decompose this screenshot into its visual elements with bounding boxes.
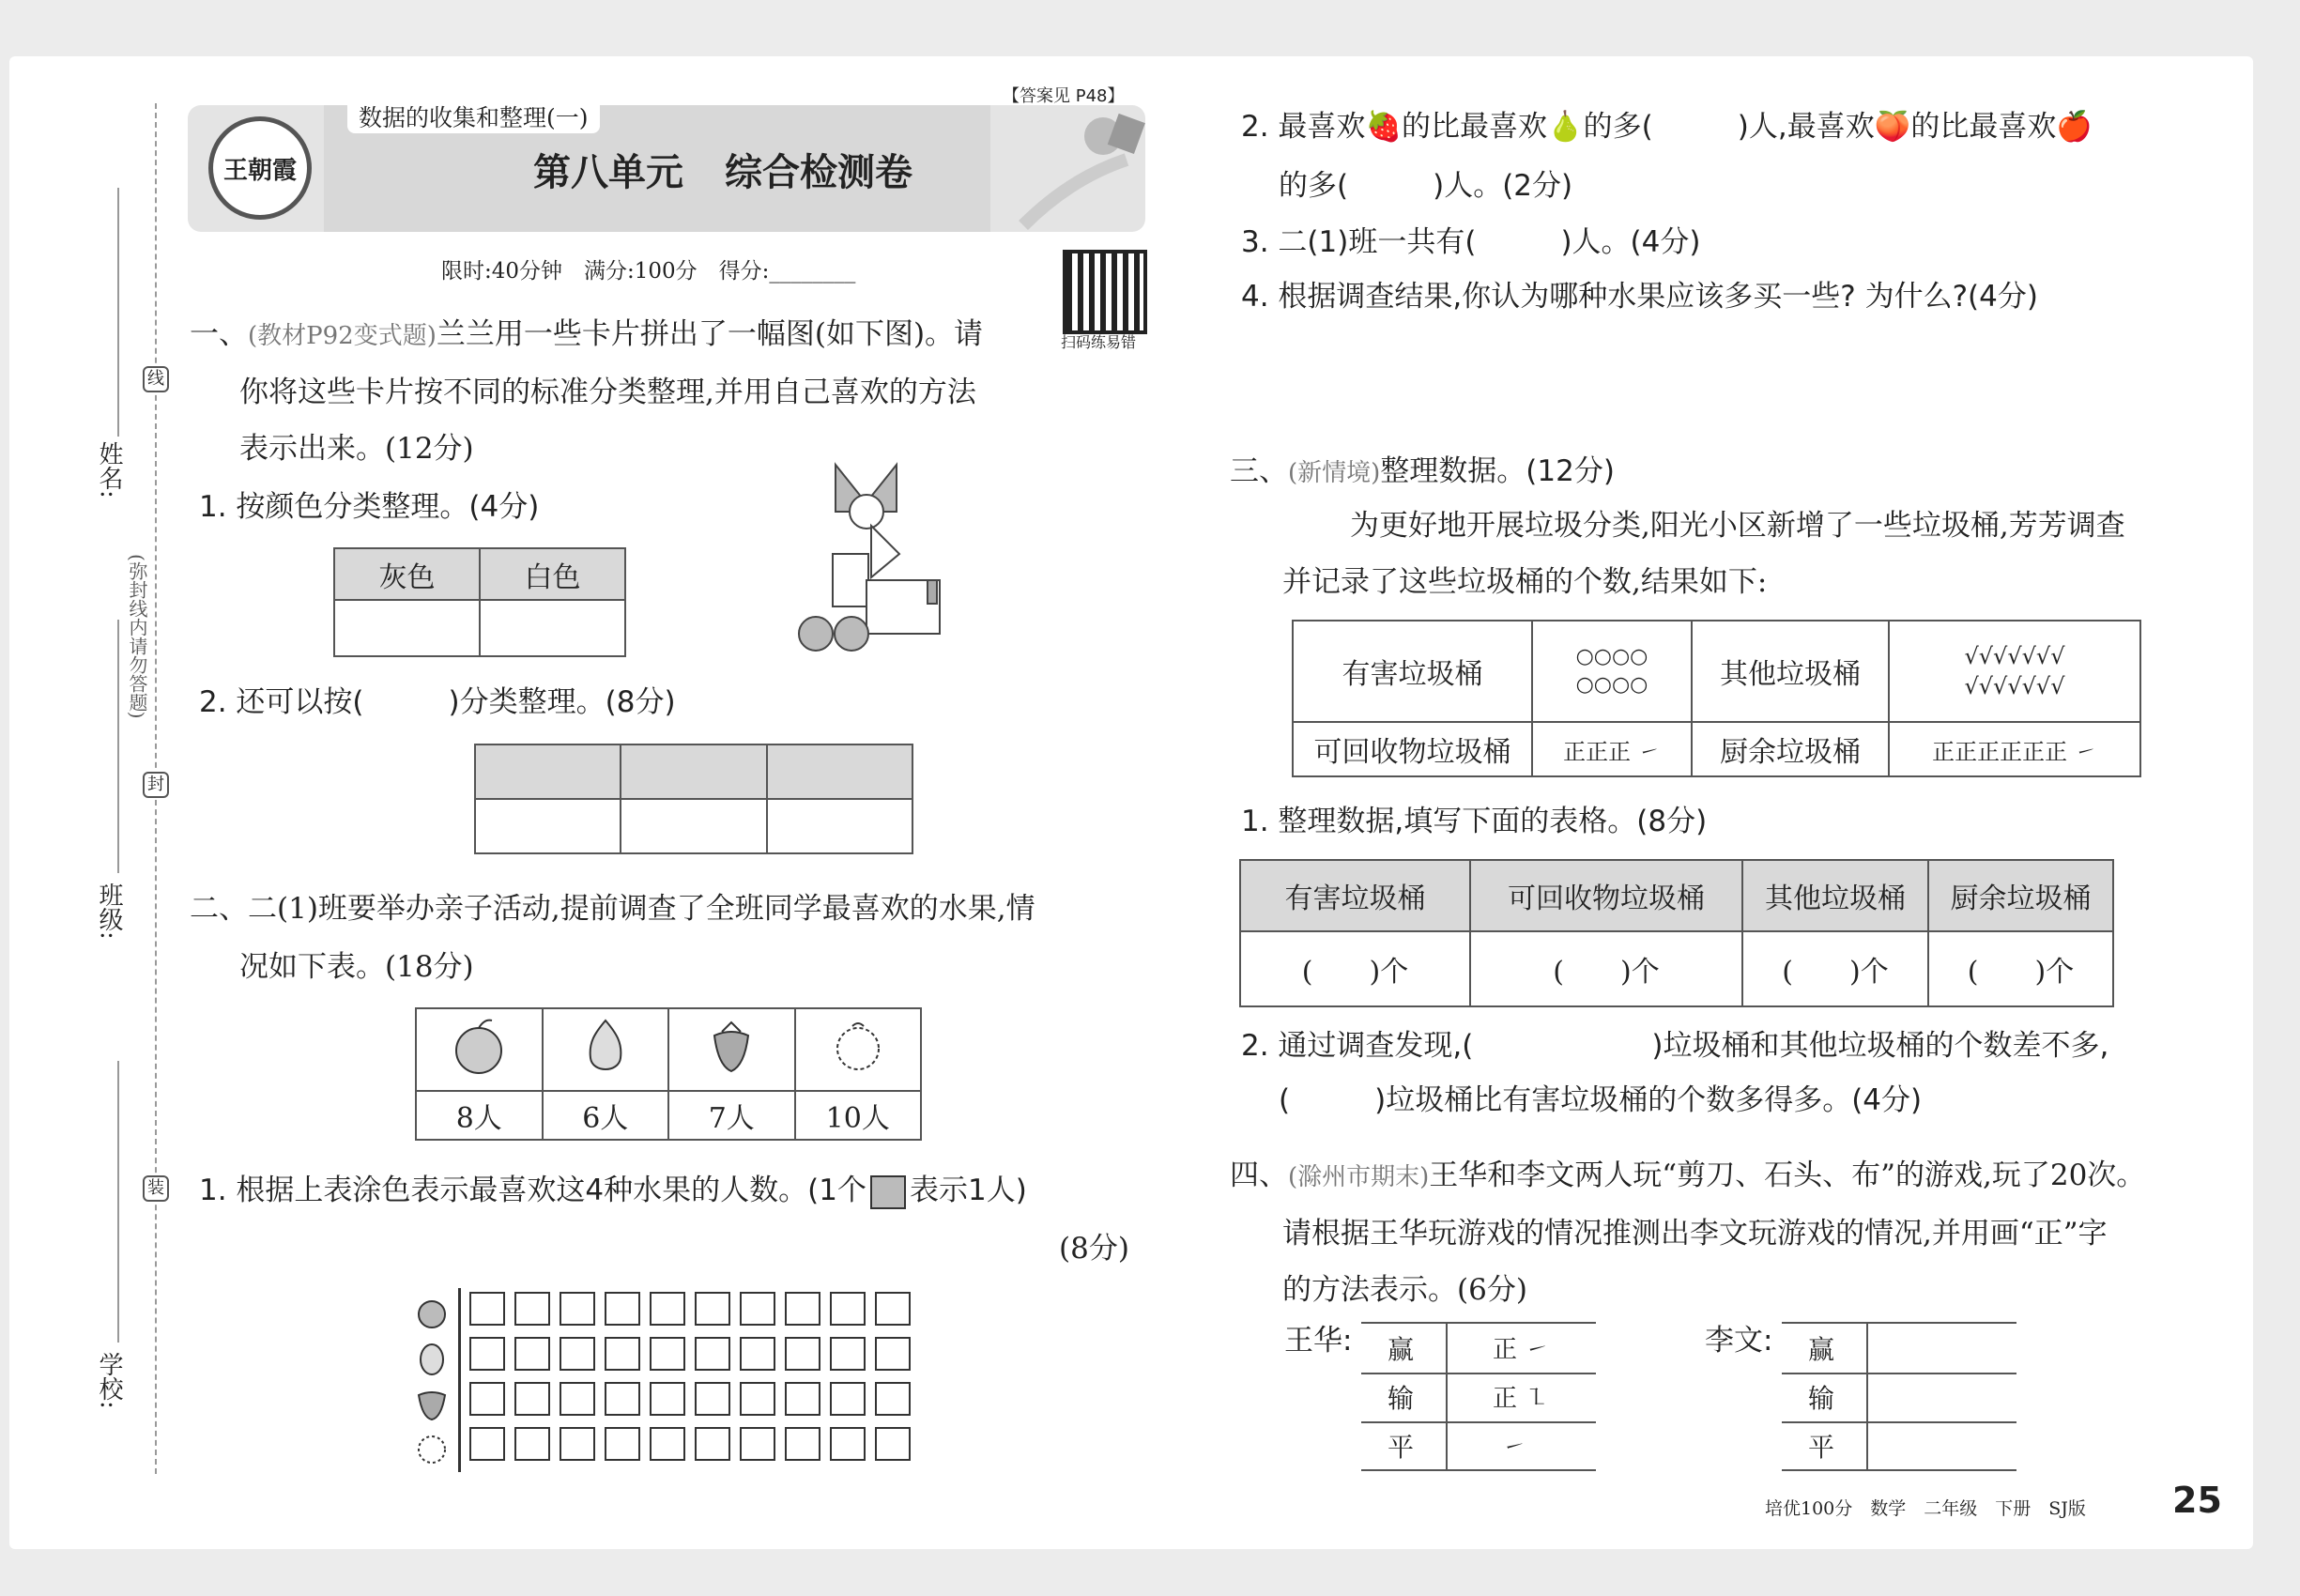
- q2-s2-d: )人,最喜欢: [1737, 110, 1875, 144]
- grid-cell[interactable]: [875, 1382, 911, 1416]
- li-tally-draw[interactable]: [1868, 1423, 2015, 1468]
- q2-line2: 况如下表。(18分): [239, 950, 474, 984]
- q1-s2-b: )分类整理。(8分): [448, 685, 676, 719]
- q3-title: [1230, 453, 1615, 492]
- grid-cell[interactable]: [514, 1337, 550, 1371]
- q4-line1: [1230, 1157, 2145, 1196]
- grid-cell[interactable]: [605, 1337, 640, 1371]
- survey-hazard-marks-2: ○○○○: [1575, 673, 1648, 697]
- grid-cell[interactable]: [469, 1382, 505, 1416]
- peach-icon: [795, 1008, 922, 1091]
- answer-cell-recycle[interactable]: ( )个: [1470, 931, 1742, 1006]
- strawberry-icon: 🍓: [1365, 110, 1403, 144]
- title-main: 综合检测卷: [725, 151, 912, 194]
- grid-cell[interactable]: [875, 1337, 911, 1371]
- q2-s1-b: 表示1人): [909, 1174, 1027, 1207]
- survey-kitchen-marks: 正正正正正正 ㇀: [1889, 722, 2140, 776]
- grid-axis: [458, 1288, 461, 1472]
- title-unit: 第八单元: [533, 151, 683, 194]
- li-row-draw: 平: [1808, 1432, 1835, 1463]
- survey-other-label: 其他垃圾桶: [1692, 621, 1889, 722]
- grid-cell[interactable]: [875, 1427, 911, 1461]
- li-row-lose: 输: [1808, 1383, 1835, 1414]
- count-apple: 8人: [416, 1091, 543, 1140]
- q3-line1: 为更好地开展垃圾分类,阳光小区新增了一些垃圾桶,芳芳调查: [1350, 509, 2125, 543]
- grid-row-apple: [469, 1292, 920, 1326]
- school-label: 学校:: [95, 1352, 123, 1409]
- q1-s2: [199, 683, 676, 721]
- li-table: [1782, 1322, 2016, 1463]
- q3-s2-a: 2. 通过调查发现,(: [1241, 1029, 1474, 1063]
- grid-cell[interactable]: [560, 1382, 595, 1416]
- answer-cell-other[interactable]: ( )个: [1742, 931, 1928, 1006]
- pear-icon: 🍐: [1547, 110, 1584, 144]
- wang-rule: [1361, 1373, 1596, 1374]
- wang-row-lose: 输: [1388, 1383, 1415, 1414]
- survey-hazard-marks-1: ○○○○: [1575, 645, 1648, 668]
- answer-header-other: 其他垃圾桶: [1742, 860, 1928, 931]
- qr-code[interactable]: [1066, 253, 1143, 330]
- grid-cell[interactable]: [560, 1427, 595, 1461]
- line-tag: 线: [143, 366, 169, 392]
- survey-recycle-label: 可回收物垃圾桶: [1293, 722, 1532, 776]
- q1-text1: 兰兰用一些卡片拼出了一幅图(如下图)。请: [436, 317, 984, 351]
- q2-s2-line2: [1279, 167, 1572, 205]
- mascot-illustration: [1014, 103, 1145, 230]
- q2-s1-a: 1. 根据上表涂色表示最喜欢这4种水果的人数。(1个: [199, 1174, 866, 1207]
- grid-row-pear: [469, 1337, 920, 1371]
- q1-s2-a: 2. 还可以按(: [199, 685, 364, 719]
- grid-cell[interactable]: [830, 1292, 866, 1326]
- grid-cell[interactable]: [605, 1382, 640, 1416]
- grid-cell[interactable]: [830, 1427, 866, 1461]
- q3-s1: 1. 整理数据,填写下面的表格。(8分): [1241, 805, 1708, 838]
- name-blank: [117, 188, 119, 437]
- q2-s2-a: 2. 最喜欢: [1241, 110, 1366, 144]
- q2-s1-score: (8分): [1059, 1232, 1129, 1266]
- grid-cell[interactable]: [514, 1382, 550, 1416]
- grid-cell[interactable]: [695, 1337, 730, 1371]
- q1-line3: 表示出来。(12分): [239, 432, 474, 466]
- q1-prefix: 一、: [190, 317, 248, 351]
- name-label: 姓名:: [95, 441, 123, 499]
- grid-cell[interactable]: [695, 1427, 730, 1461]
- q2-line1: [190, 890, 1035, 928]
- grid-cell[interactable]: [560, 1292, 595, 1326]
- apple-icon: 🍎: [2056, 110, 2093, 144]
- q1-line1: [190, 315, 983, 355]
- grid-cell[interactable]: [650, 1337, 685, 1371]
- survey-hazard-label: 有害垃圾桶: [1293, 621, 1532, 722]
- color-header-gray: 灰色: [334, 548, 480, 600]
- grid-cell[interactable]: [740, 1382, 775, 1416]
- legend-square: [870, 1175, 906, 1209]
- q2-s2-c: 的多(: [1583, 110, 1653, 144]
- custom-cell[interactable]: [475, 799, 621, 853]
- survey-other-marks-1: √√√√√√√: [1964, 643, 2065, 669]
- q4-tag: (滁州市期末): [1288, 1163, 1430, 1191]
- color-header-white: 白色: [480, 548, 625, 600]
- survey-recycle-marks: 正正正 ㇀: [1532, 722, 1692, 776]
- grid-strawberry-icon: [413, 1384, 451, 1425]
- grid-cell[interactable]: [514, 1427, 550, 1461]
- answer-table: [1239, 859, 2114, 1007]
- grid-cell[interactable]: [469, 1337, 505, 1371]
- answer-cell-kitchen[interactable]: ( )个: [1928, 931, 2113, 1006]
- grid-apple-icon: [413, 1294, 451, 1335]
- school-blank: [117, 1061, 119, 1343]
- grid-cell[interactable]: [560, 1337, 595, 1371]
- grid-cell[interactable]: [785, 1337, 820, 1371]
- color-cell-gray[interactable]: [334, 600, 480, 656]
- grid-cell[interactable]: [785, 1382, 820, 1416]
- q3-s2-c: (: [1279, 1083, 1291, 1117]
- answer-header-hazard: 有害垃圾桶: [1240, 860, 1470, 931]
- survey-other-marks: [1889, 621, 2140, 722]
- q3-prefix: 三、: [1230, 454, 1288, 488]
- count-peach: 10人: [795, 1091, 922, 1140]
- li-row-win: 赢: [1808, 1334, 1835, 1365]
- q2-s3-a: 3. 二(1)班一共有(: [1241, 225, 1477, 259]
- color-cell-white[interactable]: [480, 600, 625, 656]
- fruit-table: [415, 1007, 922, 1141]
- wang-divider: [1446, 1324, 1448, 1469]
- class-label: 班级:: [95, 882, 123, 940]
- grid-cell[interactable]: [785, 1427, 820, 1461]
- q2-s2-b: 的比最喜欢: [1402, 110, 1548, 144]
- q2-s3: [1241, 223, 1700, 261]
- custom-cell[interactable]: [475, 744, 621, 799]
- wang-label: 王华:: [1284, 1324, 1353, 1358]
- grid-cell[interactable]: [650, 1382, 685, 1416]
- card-figure: [789, 460, 958, 657]
- q2-text1: 二(1)班要举办亲子活动,提前调查了全班同学最喜欢的水果,情: [248, 892, 1035, 926]
- grid-cell[interactable]: [785, 1292, 820, 1326]
- count-strawberry: 7人: [668, 1091, 795, 1140]
- custom-sort-table: [474, 744, 913, 854]
- q3-s2-line2: [1279, 1082, 1922, 1119]
- q2-s2-g: )人。(2分): [1433, 169, 1573, 203]
- q3-s2-b: )垃圾桶和其他垃圾桶的个数差不多,: [1651, 1029, 2109, 1063]
- survey-kitchen-label: 厨余垃圾桶: [1692, 722, 1889, 776]
- footer-series: 培优100分 数学 二年级 下册 SJ版: [1765, 1498, 2086, 1519]
- li-label: 李文:: [1705, 1324, 1773, 1358]
- grid-cell[interactable]: [740, 1337, 775, 1371]
- grid-cell[interactable]: [469, 1292, 505, 1326]
- q4-line3: 的方法表示。(6分): [1282, 1273, 1527, 1307]
- qr-caption: 扫码练易错: [1061, 333, 1137, 351]
- header-subtitle: 数据的收集和整理(一): [347, 100, 600, 133]
- q4-prefix: 四、: [1230, 1159, 1288, 1192]
- grid-cell[interactable]: [830, 1382, 866, 1416]
- grid-pear-icon: [413, 1339, 451, 1380]
- seal-tag: 封: [143, 772, 169, 798]
- custom-cell[interactable]: [767, 799, 912, 853]
- survey-hazard-marks: [1532, 621, 1692, 722]
- q1-s1: 1. 按颜色分类整理。(4分): [199, 490, 540, 524]
- binding-notice: (弥封线内请勿答题): [126, 554, 148, 719]
- wang-row-win: 赢: [1388, 1334, 1415, 1365]
- wang-table: [1361, 1322, 1596, 1463]
- pear-icon: [543, 1008, 669, 1091]
- logo: [208, 116, 312, 220]
- grid-row-peach: [469, 1427, 920, 1461]
- q2-s2-line1: [1241, 108, 2093, 146]
- grid-cell[interactable]: [695, 1292, 730, 1326]
- q3-s2-d: )垃圾桶比有害垃圾桶的个数多得多。(4分): [1374, 1083, 1923, 1117]
- q2-s1: [199, 1172, 1027, 1209]
- q4-text1: 王华和李文两人玩“剪刀、石头、布”的游戏,玩了20次。: [1429, 1159, 2146, 1192]
- grid-cell[interactable]: [875, 1292, 911, 1326]
- color-table: [333, 547, 626, 657]
- custom-cell[interactable]: [621, 799, 766, 853]
- grid-cell[interactable]: [469, 1427, 505, 1461]
- answer-ref: 【答案见 P48】: [1003, 86, 1125, 106]
- grid-cell[interactable]: [514, 1292, 550, 1326]
- answer-header-kitchen: 厨余垃圾桶: [1928, 860, 2113, 931]
- li-rule: [1782, 1469, 2016, 1471]
- q3-tag: (新情境): [1288, 459, 1381, 487]
- bind-tag: 装: [143, 1175, 169, 1202]
- apple-icon: [416, 1008, 543, 1091]
- grid-cell[interactable]: [605, 1292, 640, 1326]
- q4-line2: 请根据王华玩游戏的情况推测出李文玩游戏的情况,并用画“正”字: [1282, 1217, 2108, 1251]
- grid-cell[interactable]: [830, 1337, 866, 1371]
- survey-table: [1292, 620, 2141, 777]
- wang-rule: [1361, 1421, 1596, 1423]
- survey-other-marks-2: √√√√√√√: [1964, 673, 2065, 699]
- q2-prefix: 二、: [190, 892, 248, 926]
- wang-tally-win: 正 ㇀: [1493, 1336, 1550, 1364]
- grid-cell[interactable]: [740, 1292, 775, 1326]
- li-tally-win[interactable]: [1868, 1326, 2015, 1371]
- wang-row-draw: 平: [1388, 1432, 1415, 1463]
- q2-s4: 4. 根据调查结果,你认为哪种水果应该多买一些? 为什么?(4分): [1241, 280, 2038, 314]
- meta-line: 限时:40分钟 满分:100分 得分:________: [441, 259, 856, 284]
- grid-cell[interactable]: [740, 1427, 775, 1461]
- q1-line2: 你将这些卡片按不同的标准分类整理,并用自己喜欢的方法: [239, 376, 976, 409]
- q2-s2-e: 的比最喜欢: [1910, 110, 2057, 144]
- custom-cell[interactable]: [621, 744, 766, 799]
- wang-tally-draw: ㇀: [1502, 1434, 1527, 1462]
- count-pear: 6人: [543, 1091, 669, 1140]
- peach-icon: 🍑: [1874, 110, 1911, 144]
- page-number: 25: [2172, 1480, 2222, 1521]
- logo-text: 王朝霞: [222, 157, 297, 185]
- q3-s2-line1: [1241, 1027, 2108, 1065]
- q2-s2-f: 的多(: [1279, 169, 1349, 203]
- grid-cell[interactable]: [650, 1292, 685, 1326]
- answer-cell-hazard[interactable]: ( )个: [1240, 931, 1470, 1006]
- grid-cell[interactable]: [695, 1382, 730, 1416]
- grid-row-strawberry: [469, 1382, 920, 1416]
- li-tally-lose[interactable]: [1868, 1374, 2015, 1420]
- wang-tally-lose: 正 ㇅: [1493, 1385, 1550, 1413]
- grid-peach-icon: [413, 1429, 451, 1470]
- custom-cell[interactable]: [767, 744, 912, 799]
- strawberry-icon: [668, 1008, 795, 1091]
- class-blank: [117, 620, 119, 873]
- q3-line2: 并记录了这些垃圾桶的个数,结果如下:: [1282, 565, 1768, 599]
- wang-rule: [1361, 1469, 1596, 1471]
- q2-s3-b: )人。(4分): [1560, 225, 1701, 259]
- q3-title-text: 整理数据。(12分): [1380, 454, 1615, 488]
- grid-cell[interactable]: [650, 1427, 685, 1461]
- q1-tag: (教材P92变式题): [248, 322, 437, 350]
- answer-header-recycle: 可回收物垃圾桶: [1470, 860, 1742, 931]
- grid-cell[interactable]: [605, 1427, 640, 1461]
